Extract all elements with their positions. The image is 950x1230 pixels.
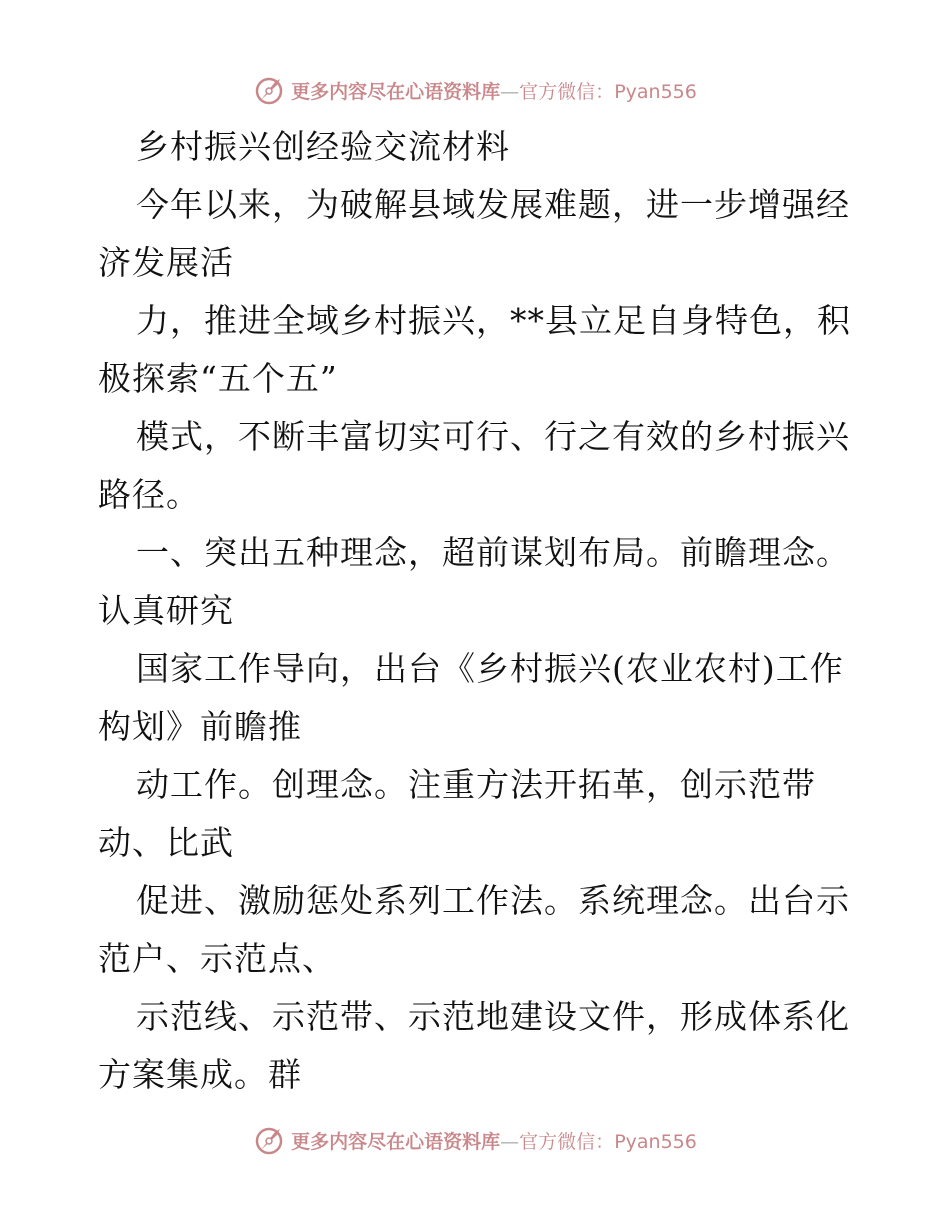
- watermark-footer: [0, 1120, 950, 1160]
- doc-line: 动工作。创理念。注重方法开拓革，创示范带: [136, 765, 816, 804]
- doc-line: 认真研究: [98, 591, 234, 630]
- watermark-separator: —: [500, 80, 520, 103]
- watermark-sub: 官方微信：: [519, 1130, 615, 1153]
- doc-line: 促进、激励惩处系列工作法。系统理念。出台示: [136, 881, 850, 920]
- doc-line: 国家工作导向，出台《乡村振兴(农业农村)工作: [136, 649, 844, 688]
- doc-line: 模式，不断丰富切实可行、行之有效的乡村振兴: [136, 417, 850, 456]
- watermark-text: [291, 77, 697, 104]
- doc-line-title: 乡村振兴创经验交流材料: [136, 127, 510, 166]
- doc-line: 动、比武: [98, 823, 234, 862]
- doc-line: 示范线、示范带、示范地建设文件，形成体系化: [136, 997, 850, 1036]
- watermark-account: Pyan556: [614, 80, 697, 103]
- doc-line: 今年以来，为破解县域发展难题，进一步增强经: [136, 185, 850, 224]
- doc-line: 路径。: [98, 475, 200, 514]
- document-body: [98, 118, 858, 1104]
- watermark-main: 更多内容尽在心语资料库: [291, 80, 501, 103]
- watermark-separator: —: [500, 1130, 520, 1153]
- doc-line: 力，推进全域乡村振兴，**县立足自身特色，积: [136, 301, 851, 340]
- watermark-main: 更多内容尽在心语资料库: [291, 1130, 501, 1153]
- pen-logo-icon: [253, 1124, 285, 1156]
- doc-line: 范户、示范点、: [98, 939, 336, 978]
- pen-logo-icon: [253, 74, 285, 106]
- doc-line: 一、突出五种理念，超前谋划布局。前瞻理念。: [136, 533, 850, 572]
- doc-line: 济发展活: [98, 243, 234, 282]
- doc-line: 构划》前瞻推: [98, 707, 302, 746]
- watermark-text: [291, 1127, 697, 1154]
- doc-line: 极探索“五个五”: [98, 359, 338, 398]
- watermark-sub: 官方微信：: [519, 80, 615, 103]
- watermark-account: Pyan556: [614, 1130, 697, 1153]
- watermark-header: [0, 70, 950, 110]
- doc-line: 方案集成。群: [98, 1055, 302, 1094]
